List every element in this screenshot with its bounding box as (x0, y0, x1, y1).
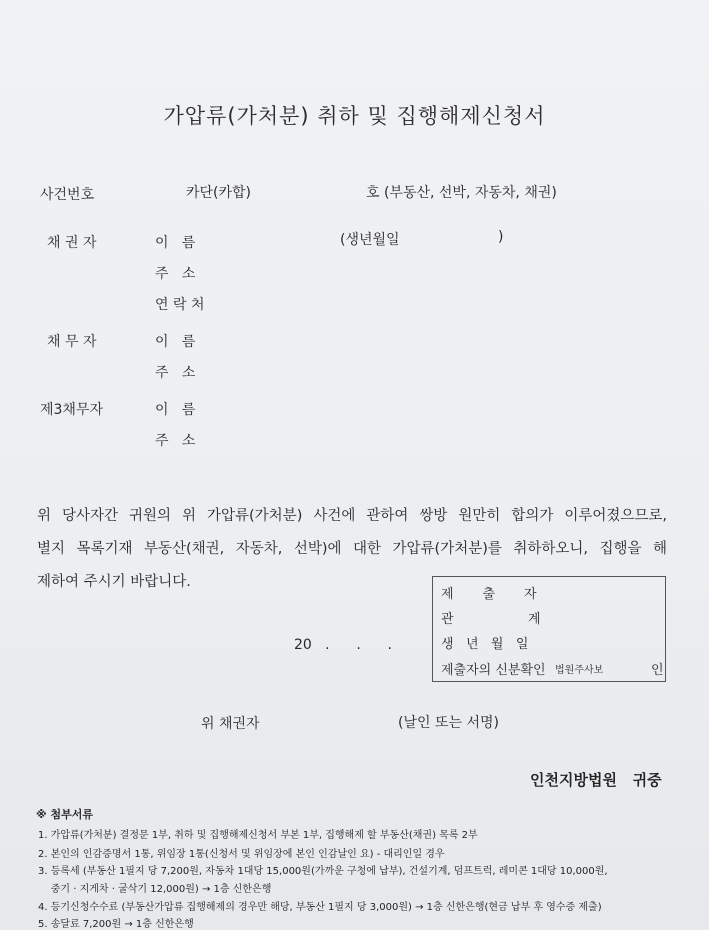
attachment-item: 4. 등기신청수수료 (부동산가압류 집행해제의 경우만 해당, 부동산 1필지 당 3,000원) → 1층 신한은행(현금 납부 후 영수증 제출) (38, 902, 602, 913)
paragraph-line-1: 위 당사자간 귀원의 위 가압류(가처분) 사건에 관하여 쌍방 원만히 합의가 이루어졌으므로, (37, 508, 667, 524)
attachment-item: 2. 본인의 인감증명서 1통, 위임장 1통(신청서 및 위임장에 본인 인감날인 요) - 대리인일 경우 (38, 849, 445, 860)
relation-label: 관 계 (441, 612, 541, 627)
creditor-contact-label: 연 락 처 (155, 297, 205, 313)
attachments-header: ※ 첨부서류 (36, 808, 94, 821)
signature-label: 위 채권자 (201, 716, 260, 732)
submitter-confirmation-box (432, 576, 666, 682)
attachment-item: 중기 · 지게차 · 굴삭기 12,000원) → 1층 신한은행 (38, 884, 272, 895)
debtor-address-label: 주 소 (155, 365, 196, 381)
case-suffix: 호 (부동산, 선박, 자동차, 채권) (366, 185, 557, 201)
creditor-birth-close: ) (498, 229, 504, 245)
attachment-item: 1. 가압류(가처분) 결정문 1부, 취하 및 집행해제신청서 부본 1부, 집행해제 할 부동산(채권) 목록 2부 (38, 830, 478, 841)
debtor-label: 채 무 자 (47, 334, 97, 350)
third-debtor-name-label: 이 름 (155, 402, 196, 418)
court-name: 인천지방법원 귀중 (530, 771, 662, 789)
officer-seal-mark: 인 (651, 663, 664, 678)
submitter-label: 제 출 자 (441, 587, 537, 602)
creditor-birth-label: (생년월일 (340, 232, 400, 248)
attachment-item: 5. 송달료 7,200원 → 1층 신한은행 (38, 919, 194, 930)
creditor-name-label: 이 름 (155, 235, 196, 251)
attachment-item: 3. 등록세 (부동산 1필지 당 7,200원, 자동차 1대당 15,000원(가까운 구청에 납부), 건설기계, 덤프트럭, 레미콘 1대당 10,000원, (38, 866, 608, 877)
creditor-address-label: 주 소 (155, 266, 196, 282)
document-title: 가압류(가처분) 취하 및 집행해제신청서 (163, 104, 546, 128)
signature-seal-note: (날인 또는 서명) (398, 715, 499, 731)
case-number-label: 사건번호 (40, 187, 95, 203)
third-debtor-label: 제3채무자 (40, 402, 104, 418)
case-type: 카단(카합) (186, 185, 252, 201)
id-check-label: 제출자의 신분확인 (441, 663, 546, 678)
paragraph-line-3: 제하여 주시기 바랍니다. (37, 574, 191, 590)
date-line: 20 . . . (294, 637, 392, 653)
debtor-name-label: 이 름 (155, 334, 196, 350)
third-debtor-address-label: 주 소 (155, 433, 196, 449)
birth-date-label: 생 년 월 일 (441, 637, 529, 652)
court-officer-label: 법원주사보 (555, 665, 604, 676)
paragraph-line-2: 별지 목록기재 부동산(채권, 자동차, 선박)에 대한 가압류(가처분)를 취하하오니, 집행을 해 (37, 541, 667, 557)
creditor-label: 채 권 자 (47, 235, 97, 251)
